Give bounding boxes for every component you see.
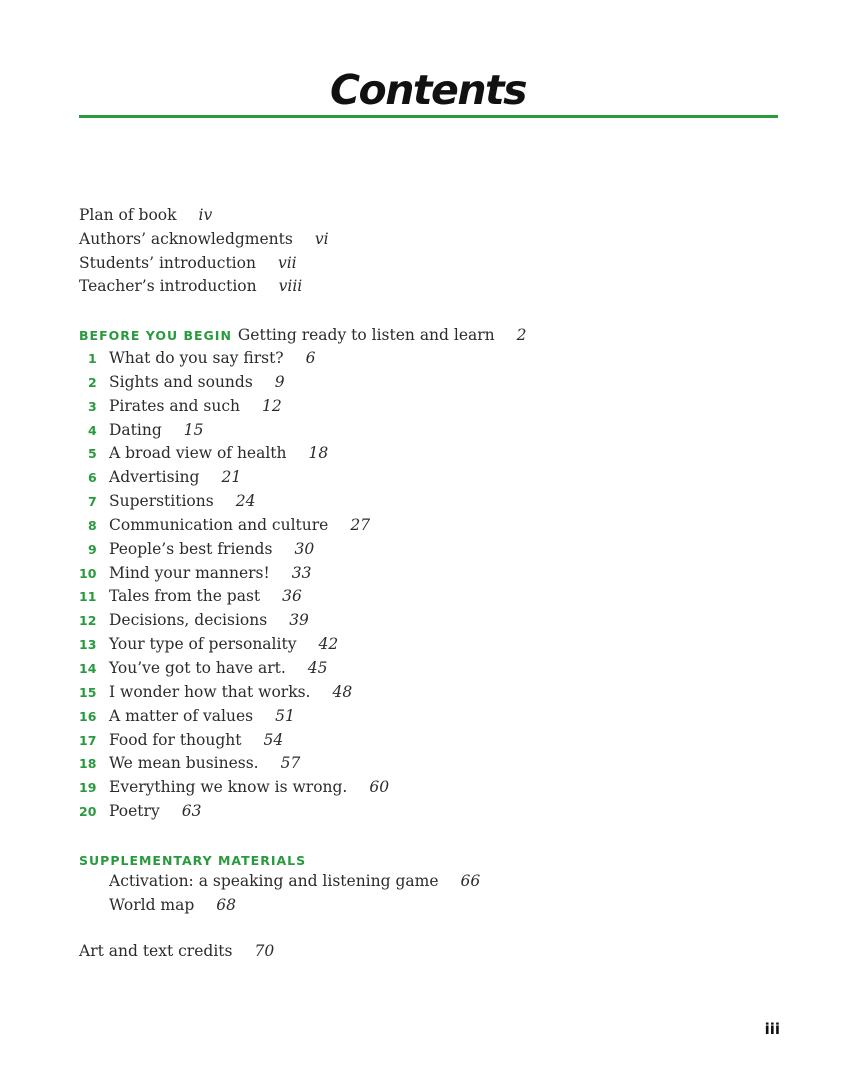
unit-list xyxy=(79,347,389,824)
page-number: 9 xyxy=(274,372,285,391)
unit-title: Food for thought xyxy=(109,730,242,749)
unit-item xyxy=(79,347,389,371)
page-number: 54 xyxy=(263,730,284,749)
unit-item xyxy=(79,609,389,633)
page-number: 70 xyxy=(254,942,275,960)
unit-number: 1 xyxy=(88,351,97,366)
page-number: 12 xyxy=(262,396,282,415)
supplementary-item xyxy=(109,870,480,894)
front-matter-item xyxy=(79,204,329,228)
unit-number: 20 xyxy=(79,804,97,820)
unit-item xyxy=(79,800,389,824)
page-number: 2 xyxy=(516,326,527,344)
unit-number: 16 xyxy=(79,708,97,724)
unit-item xyxy=(79,419,389,443)
unit-number: 12 xyxy=(79,613,97,629)
page-number: 36 xyxy=(282,587,302,606)
unit-title: Mind your manners! xyxy=(109,563,270,582)
supplementary-item xyxy=(109,894,480,918)
unit-number: 9 xyxy=(88,541,97,557)
unit-number: 5 xyxy=(88,446,97,462)
page-number: iv xyxy=(198,206,213,224)
unit-title: A broad view of health xyxy=(109,444,287,463)
unit-number: 19 xyxy=(79,780,97,796)
unit-item xyxy=(79,776,389,800)
page-title: Contents xyxy=(329,66,527,114)
unit-title: Poetry xyxy=(109,802,160,821)
front-matter-label: Students’ introduction xyxy=(79,253,256,272)
unit-title: You’ve got to have art. xyxy=(109,658,286,677)
unit-item xyxy=(79,681,389,705)
page-number: 42 xyxy=(318,635,339,654)
page-number: 45 xyxy=(307,658,328,677)
page-number: 60 xyxy=(369,778,390,797)
front-matter-label: Authors’ acknowledgments xyxy=(79,229,293,248)
unit-number: 4 xyxy=(88,422,97,438)
front-matter-item xyxy=(79,252,329,276)
page-number: vi xyxy=(314,229,329,248)
unit-number: 7 xyxy=(88,494,97,510)
unit-number: 17 xyxy=(79,732,97,748)
unit-title: Dating xyxy=(109,420,162,439)
front-matter-label: Plan of book xyxy=(79,206,177,224)
unit-item xyxy=(79,562,389,586)
unit-item xyxy=(79,633,389,657)
page-number: 51 xyxy=(275,706,295,725)
page-number: 63 xyxy=(181,802,202,821)
page-number: 6 xyxy=(305,349,316,367)
unit-title: Advertising xyxy=(109,468,200,487)
unit-number: 14 xyxy=(79,660,97,676)
page-number: 48 xyxy=(332,682,353,701)
unit-item xyxy=(79,371,389,395)
unit-title: Pirates and such xyxy=(109,396,240,415)
page-number: vii xyxy=(277,253,297,272)
before-you-begin-title: Getting ready to listen and learn xyxy=(237,326,495,344)
unit-number: 3 xyxy=(88,398,97,414)
page-number: 39 xyxy=(289,611,309,630)
page-number: 18 xyxy=(308,444,329,463)
unit-item xyxy=(79,657,389,681)
page-number: 57 xyxy=(280,754,301,773)
unit-title: People’s best friends xyxy=(109,539,273,558)
front-matter-item xyxy=(79,275,329,299)
page-number: 15 xyxy=(183,420,204,439)
front-matter-list xyxy=(79,204,329,299)
unit-title: We mean business. xyxy=(109,754,259,773)
unit-item xyxy=(79,442,389,466)
title-rule xyxy=(79,115,778,118)
before-you-begin-entry xyxy=(79,323,527,347)
unit-number: 15 xyxy=(79,684,97,700)
unit-title: A matter of values xyxy=(109,706,254,725)
unit-title: Decisions, decisions xyxy=(109,611,268,630)
page-number: 68 xyxy=(216,895,237,914)
page-number: 21 xyxy=(221,468,242,487)
supplementary-label: World map xyxy=(109,895,195,914)
unit-title: I wonder how that works. xyxy=(109,682,311,701)
unit-number: 11 xyxy=(79,589,97,605)
credits-label: Art and text credits xyxy=(79,942,233,960)
unit-number: 8 xyxy=(88,517,97,533)
credits-entry xyxy=(79,939,274,963)
unit-title: Communication and culture xyxy=(109,515,329,534)
page-number: 24 xyxy=(235,492,256,511)
page-number: 27 xyxy=(350,515,371,534)
supplementary-label: Activation: a speaking and listening game xyxy=(109,872,439,890)
page-number: 30 xyxy=(294,539,315,558)
front-matter-item xyxy=(79,228,329,252)
unit-item xyxy=(79,490,389,514)
unit-number: 6 xyxy=(88,470,97,486)
unit-number: 2 xyxy=(88,374,97,390)
unit-item xyxy=(79,752,389,776)
unit-title: Tales from the past xyxy=(109,587,261,606)
unit-item xyxy=(79,466,389,490)
folio-page-number: iii xyxy=(764,1020,780,1038)
page-number: 66 xyxy=(460,872,481,890)
page-number: viii xyxy=(278,277,303,296)
unit-item xyxy=(79,705,389,729)
unit-number: 10 xyxy=(79,565,97,581)
unit-title: Your type of personality xyxy=(109,635,297,654)
unit-title: What do you say first? xyxy=(109,349,284,367)
unit-item xyxy=(79,538,389,562)
unit-title: Everything we know is wrong. xyxy=(109,778,348,797)
supplementary-list xyxy=(109,870,480,917)
before-you-begin-heading: BEFORE YOU BEGIN xyxy=(79,328,232,343)
unit-number: 18 xyxy=(79,756,97,772)
unit-item xyxy=(79,729,389,753)
supplementary-heading: SUPPLEMENTARY MATERIALS xyxy=(79,853,307,868)
page-number: 33 xyxy=(291,563,312,582)
unit-title: Superstitions xyxy=(109,492,214,511)
unit-title: Sights and sounds xyxy=(109,372,253,391)
unit-number: 13 xyxy=(79,637,97,653)
unit-item xyxy=(79,585,389,609)
unit-item xyxy=(79,395,389,419)
front-matter-label: Teacher’s introduction xyxy=(79,277,257,296)
unit-item xyxy=(79,514,389,538)
